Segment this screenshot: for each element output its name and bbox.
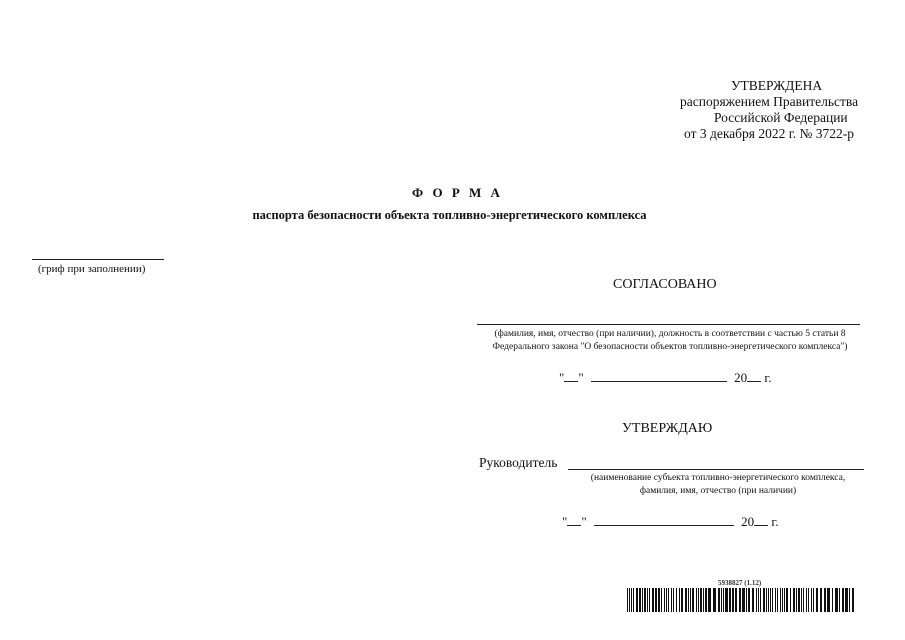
- approval-line-3: от 3 декабря 2022 г. № 3722-р: [684, 126, 855, 141]
- barcode-bar: [639, 588, 641, 612]
- approve-date-suffix: г.: [768, 514, 779, 529]
- barcode-number: 5938827 (1.12): [718, 579, 762, 587]
- barcode-bar: [849, 588, 850, 612]
- barcode-bar: [748, 588, 750, 612]
- barcode-bar: [763, 588, 765, 612]
- barcode-bar: [723, 588, 724, 612]
- approve-date-day-blank: [567, 514, 581, 526]
- barcode-bar: [690, 588, 691, 612]
- barcode-bar: [732, 588, 734, 612]
- approve-date-year-blank: [754, 514, 768, 526]
- barcode-bar: [798, 588, 800, 612]
- approve-date-open-quote: ": [562, 514, 568, 529]
- barcode-bar: [820, 588, 822, 612]
- barcode-bar: [780, 588, 781, 612]
- barcode-bar: [816, 588, 818, 612]
- barcode-bar: [845, 588, 848, 612]
- barcode-bar: [705, 588, 707, 612]
- form-subtitle: паспорта безопасности объекта топливно-энергетического комплекса: [252, 208, 647, 222]
- barcode-bar: [766, 588, 767, 612]
- barcode-bar: [629, 588, 630, 612]
- approve-date-month-blank: [594, 514, 734, 526]
- barcode-bar: [756, 588, 757, 612]
- agreed-date-day-blank: [564, 370, 578, 382]
- barcode-bar: [631, 588, 632, 612]
- barcode-bar: [668, 588, 669, 612]
- grif-underline: [32, 259, 164, 260]
- agreed-date-close-quote: ": [578, 370, 584, 385]
- barcode-bar: [768, 588, 769, 612]
- barcode-bar: [703, 588, 704, 612]
- barcode-bar: [772, 588, 773, 612]
- approve-date-row: [562, 514, 779, 530]
- agreed-caption-line-2: Федерального закона "О безопасности объектов топливно-энергетического комплекса"): [492, 342, 848, 352]
- barcode-bar: [742, 588, 745, 612]
- barcode-bar: [803, 588, 804, 612]
- grif-label: (гриф при заполнении): [38, 263, 146, 275]
- barcode-bar: [681, 588, 683, 612]
- agreed-date-month-blank: [591, 370, 727, 382]
- barcode-bar: [685, 588, 687, 612]
- barcode-bar: [713, 588, 716, 612]
- barcode-bar: [644, 588, 646, 612]
- barcode-bar: [811, 588, 812, 612]
- barcode-bar: [760, 588, 761, 612]
- barcode-bar: [801, 588, 802, 612]
- barcode-image: [627, 588, 855, 612]
- approve-date-year: 20: [741, 514, 755, 529]
- barcode-bar: [839, 588, 840, 612]
- barcode-bar: [636, 588, 638, 612]
- barcode-bar: [758, 588, 759, 612]
- barcode-bar: [770, 588, 771, 612]
- barcode-bar: [708, 588, 711, 612]
- approval-title: УТВЕРЖДЕНА: [731, 78, 823, 93]
- agreed-date-row: [559, 370, 772, 386]
- barcode-bar: [633, 588, 634, 612]
- agreed-signature-line: [477, 324, 860, 325]
- barcode-bar: [827, 588, 830, 612]
- barcode-bar: [698, 588, 699, 612]
- agreed-title: СОГЛАСОВАНО: [613, 277, 717, 292]
- approval-block: [640, 78, 905, 142]
- barcode-bar: [777, 588, 778, 612]
- approve-title: УТВЕРЖДАЮ: [622, 421, 713, 436]
- barcode-bar: [664, 588, 665, 612]
- agreed-date-open-quote: ": [559, 370, 565, 385]
- barcode-bar: [718, 588, 720, 612]
- barcode-bar: [824, 588, 826, 612]
- barcode-bar: [775, 588, 776, 612]
- agreed-caption-line-1: (фамилия, имя, отчество (при наличии), должность в соответствии с частью 5 статьи 8: [494, 329, 846, 339]
- head-caption-line-1: (наименование субъекта топливно-энергетического комплекса,: [590, 473, 846, 483]
- barcode-bar: [808, 588, 809, 612]
- barcode-bar: [790, 588, 791, 612]
- barcode-bar: [671, 588, 672, 612]
- approve-date-close-quote: ": [581, 514, 587, 529]
- barcode-bar: [658, 588, 660, 612]
- head-signature-line: [568, 469, 864, 470]
- barcode-bar: [842, 588, 844, 612]
- head-label: Руководитель: [479, 455, 558, 470]
- agreed-caption: [460, 328, 880, 354]
- barcode-bar: [652, 588, 654, 612]
- barcode-bar: [739, 588, 741, 612]
- barcode-bar: [796, 588, 797, 612]
- barcode-bar: [784, 588, 785, 612]
- agreed-date-year: 20: [734, 370, 748, 385]
- barcode-bar: [655, 588, 657, 612]
- barcode-bar: [673, 588, 674, 612]
- barcode-bar: [806, 588, 807, 612]
- barcode-bar: [752, 588, 754, 612]
- barcode-bar: [782, 588, 783, 612]
- head-caption: [568, 472, 868, 498]
- barcode-bar: [679, 588, 680, 612]
- barcode-bar: [649, 588, 650, 612]
- approval-line-2: Российской Федерации: [714, 110, 848, 125]
- barcode-bar: [832, 588, 833, 612]
- barcode-bar: [835, 588, 838, 612]
- barcode-bar: [813, 588, 814, 612]
- barcode-bar: [746, 588, 747, 612]
- barcode-bar: [852, 588, 854, 612]
- barcode-bar: [642, 588, 643, 612]
- head-caption-line-2: фамилия, имя, отчество (при наличии): [639, 486, 797, 496]
- barcode-bar: [647, 588, 648, 612]
- barcode-bar: [700, 588, 702, 612]
- barcode-bar: [786, 588, 788, 612]
- barcode-bar: [688, 588, 689, 612]
- agreed-date-suffix: г.: [761, 370, 772, 385]
- approval-line-1: распоряжением Правительства: [680, 94, 859, 109]
- barcode-bar: [666, 588, 667, 612]
- barcode-bar: [692, 588, 694, 612]
- barcode-bar: [725, 588, 728, 612]
- barcode-bar: [627, 588, 628, 612]
- barcode-bar: [729, 588, 731, 612]
- barcode-bar: [735, 588, 737, 612]
- barcode-bar: [696, 588, 697, 612]
- agreed-date-year-blank: [747, 370, 761, 382]
- barcode-bar: [661, 588, 662, 612]
- barcode-bar: [793, 588, 795, 612]
- barcode-bar: [721, 588, 722, 612]
- form-title: Ф О Р М А: [412, 185, 503, 200]
- barcode-bar: [676, 588, 677, 612]
